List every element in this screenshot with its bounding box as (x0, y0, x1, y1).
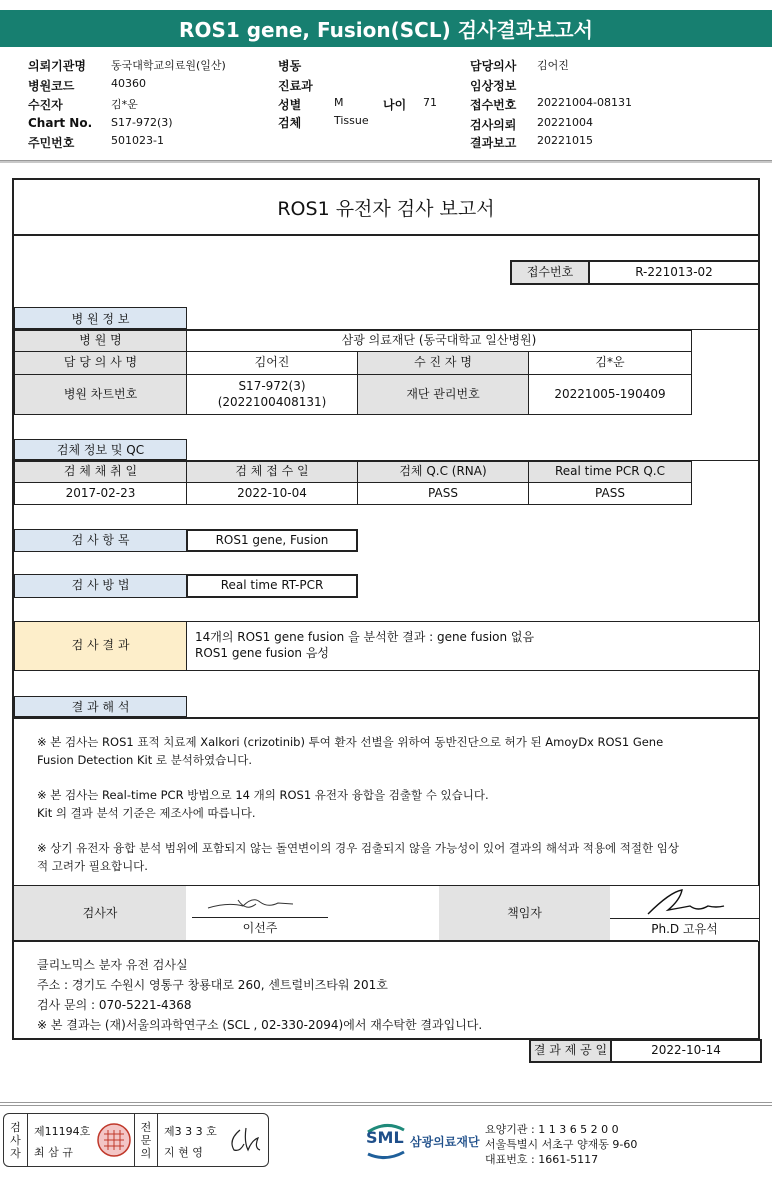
sex-label: 성별 (278, 98, 302, 112)
resident-label: 주민번호 (28, 136, 75, 150)
footer-address: 서울특별시 서초구 양재동 9-60 (485, 1138, 638, 1151)
note-1 (37, 733, 663, 769)
foundation-no-label: 재단 관리번호 (357, 374, 529, 415)
lab-info (37, 955, 482, 1035)
certification-box (3, 1113, 269, 1167)
request-value: 20221004 (537, 116, 593, 129)
tester-signature (198, 888, 318, 918)
specimen-value: Tissue (334, 114, 369, 127)
hospital-section-label: 병 원 정 보 (14, 307, 187, 330)
lab-phone: 검사 문의 : 070-5221-4368 (37, 998, 192, 1012)
resident-value: 501023-1 (111, 134, 164, 147)
clinical-label: 임상정보 (470, 79, 517, 93)
result-label: 검 사 결 과 (14, 621, 187, 671)
note-2-line2: Kit 의 결과 분석 기준은 제조사에 따릅니다. (37, 806, 256, 820)
examiner-name: 최 삼 규 (34, 1146, 73, 1159)
institution-value: 동국대학교의료원(일산) (111, 59, 226, 72)
patient-label: 수진자 (28, 98, 63, 112)
test-item-value: ROS1 gene, Fusion (186, 529, 358, 552)
footer-divider (0, 1102, 772, 1106)
note-2-line1: ※ 본 검사는 Real-time PCR 방법으로 14 개의 ROS1 유전자 융합을 검출할 수 있습니다. (37, 788, 489, 802)
specialist-char-2: 문 (140, 1133, 152, 1147)
specimen-pcr-qc: PASS (528, 482, 692, 505)
interpretation-line (14, 717, 758, 719)
note-3-line2: 적 고려가 필요합니다. (37, 859, 148, 873)
lab-note: ※ 본 결과는 (재)서울의과학연구소 (SCL , 02-330-2094)에서 재수탁한 결과입니다. (37, 1018, 483, 1032)
note-1-line1: ※ 본 검사는 ROS1 표적 치료제 Xalkori (crizotinib) 투여 환자 선별을 위하여 동반진단으로 허가 된 AmoyDx ROS1 Gene (37, 735, 664, 749)
chart-no-value (186, 374, 358, 415)
report-title (14, 180, 758, 236)
interpretation-label: 결 과 해 석 (14, 696, 187, 718)
logo-text: SML (366, 1128, 404, 1147)
report-title-text: ROS1 유전자 검사 보고서 (277, 197, 495, 220)
foundation-no-value: 20221005-190409 (528, 374, 692, 415)
hospital-name-label: 병 원 명 (14, 330, 187, 352)
chart-no-line1: S17-972(3) (238, 378, 306, 393)
note-1-line2: Fusion Detection Kit 로 분석하였습니다. (37, 753, 253, 767)
examiner-vertical-label (4, 1114, 28, 1166)
chart-value: S17-972(3) (111, 116, 173, 129)
specialist-signature (224, 1124, 264, 1158)
responsible-name: Ph.D 고유석 (651, 922, 718, 936)
specimen-rna-qc: PASS (357, 482, 529, 505)
lab-address: 주소 : 경기도 수원시 영통구 창룡대로 260, 센트럴비즈타워 201호 (37, 978, 388, 992)
result-line1: 14개의 ROS1 gene fusion 을 분석한 결과 : gene fusion 없음 (195, 630, 535, 645)
patient-name-label: 수 진 자 명 (357, 351, 529, 375)
patient-value: 김*운 (111, 98, 138, 111)
examiner-license-no: 제11194호 (34, 1125, 91, 1138)
dept-label: 진료과 (278, 79, 313, 93)
specimen-collect-date: 2017-02-23 (14, 482, 187, 505)
method-label: 검 사 방 법 (14, 574, 187, 598)
tester-label: 검사자 (14, 886, 187, 941)
hospital-code-label: 병원코드 (28, 79, 75, 93)
note-3 (37, 839, 679, 875)
result-line2: ROS1 gene fusion 음성 (195, 646, 330, 660)
care-institution-no: 요양기관 : 1 1 3 6 5 2 0 0 (485, 1123, 619, 1136)
tester-signature-cell (186, 886, 335, 941)
report-banner (0, 10, 772, 47)
specimen-section-label: 검체 정보 및 QC (14, 439, 187, 461)
doctor-label: 담당의사 (470, 59, 517, 73)
examiner-char-3: 자 (10, 1146, 21, 1160)
specimen-header-rna-qc: 검체 Q.C (RNA) (357, 461, 529, 483)
result-value (186, 621, 760, 671)
signature-bottom-line (14, 940, 758, 942)
specimen-receive-date: 2022-10-04 (186, 482, 358, 505)
chart-no-label: 병원 차트번호 (14, 374, 187, 415)
sex-value: M (334, 96, 344, 109)
physician-label: 담 당 의 사 명 (14, 351, 187, 375)
specimen-label: 검체 (278, 116, 302, 130)
doctor-value: 김어진 (537, 59, 569, 72)
tester-name: 이선주 (242, 921, 278, 935)
responsible-label: 책임자 (439, 886, 611, 941)
age-value: 71 (423, 96, 437, 109)
provided-date-label: 결 과 제 공 일 (529, 1039, 612, 1063)
age-label: 나이 (383, 98, 407, 112)
note-3-line1: ※ 상기 유전자 융합 분석 범위에 포함되지 않는 돌연변이의 경우 검출되지 않을 가능성이 있어 결과의 해석과 적용에 적절한 임상 (37, 841, 679, 855)
examiner-char-1: 검 (10, 1120, 21, 1134)
note-2 (37, 786, 489, 822)
chart-label: Chart No. (28, 116, 93, 130)
specialist-license-no: 제3 3 3 호 (164, 1125, 217, 1138)
responsible-signature (640, 886, 740, 918)
specimen-header-receive: 검 체 접 수 일 (186, 461, 358, 483)
request-label: 검사의뢰 (470, 118, 517, 132)
receipt-no-value: R-221013-02 (588, 260, 760, 285)
blank-sign-cell (334, 886, 440, 941)
responsible-signature-cell (610, 886, 759, 941)
footer-phone: 대표번호 : 1661-5117 (485, 1153, 599, 1166)
specialist-char-1: 전 (140, 1120, 152, 1134)
specialist-vertical-label (134, 1114, 158, 1166)
header-divider (0, 160, 772, 163)
receipt-label: 접수번호 (470, 98, 517, 112)
tester-sign-line (192, 917, 328, 918)
provided-date-value: 2022-10-14 (610, 1039, 762, 1063)
patient-name-value: 김*운 (528, 351, 692, 375)
hospital-code-value: 40360 (111, 77, 146, 90)
specialist-name: 지 현 영 (164, 1146, 203, 1159)
examiner-char-2: 사 (10, 1133, 21, 1147)
specimen-header-pcr-qc: Real time PCR Q.C (528, 461, 692, 483)
logo-org-name: 삼광의료재단 (410, 1135, 480, 1149)
specimen-header-collect: 검 체 채 취 일 (14, 461, 187, 483)
institution-label: 의뢰기관명 (28, 59, 86, 73)
hospital-name-value: 삼광 의료재단 (동국대학교 일산병원) (186, 330, 692, 352)
method-value: Real time RT-PCR (186, 574, 358, 598)
report-value: 20221015 (537, 134, 593, 147)
seal-stamp-icon (96, 1122, 132, 1158)
receipt-no-label: 접수번호 (510, 260, 590, 285)
physician-value: 김어진 (186, 351, 358, 375)
specialist-char-3: 의 (140, 1146, 152, 1160)
chart-no-line2: (2022100408131) (217, 394, 327, 409)
ward-label: 병동 (278, 59, 302, 73)
responsible-sign-line (610, 918, 759, 919)
banner-title: ROS1 gene, Fusion(SCL) 검사결과보고서 (179, 18, 593, 42)
receipt-value: 20221004-08131 (537, 96, 632, 109)
report-label: 결과보고 (470, 136, 517, 150)
test-item-label: 검 사 항 목 (14, 529, 187, 552)
lab-name: 클리노믹스 분자 유전 검사실 (37, 958, 188, 972)
